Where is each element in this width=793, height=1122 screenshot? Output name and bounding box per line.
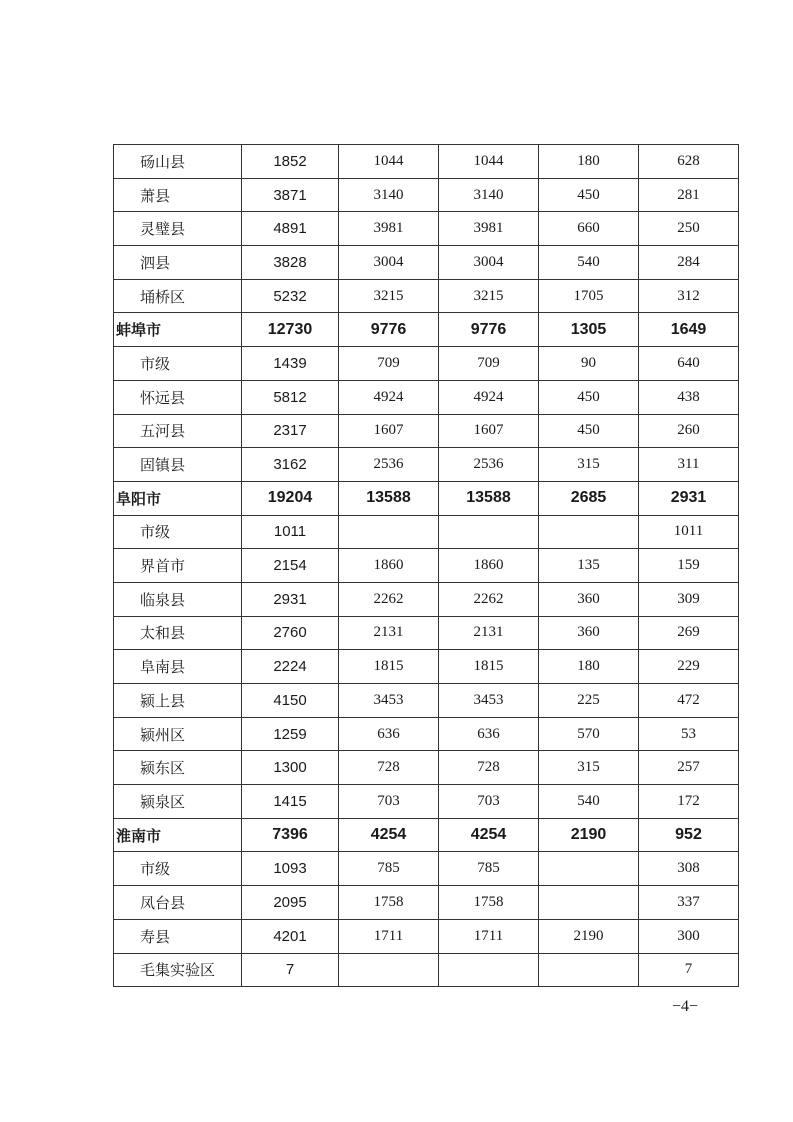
value-cell: 1758 [339,886,439,920]
value-cell: 472 [639,684,739,718]
table-row [114,380,739,414]
value-cell: 9776 [439,313,539,347]
total-value-cell: 7396 [242,818,339,852]
value-cell: 3215 [439,279,539,313]
table-row [114,347,739,381]
table-row [114,515,739,549]
value-cell: 260 [639,414,739,448]
value-cell: 4254 [439,818,539,852]
total-value-cell: 3162 [242,448,339,482]
table-row [114,145,739,179]
value-cell: 1044 [339,145,439,179]
region-name-cell: 颍州区 [114,717,242,751]
value-cell: 3981 [439,212,539,246]
value-cell [439,515,539,549]
table-row-city [114,481,739,515]
region-name-cell: 颍泉区 [114,785,242,819]
region-name-cell: 萧县 [114,178,242,212]
table-row [114,279,739,313]
value-cell: 3453 [439,684,539,718]
value-cell: 90 [539,347,639,381]
value-cell: 1607 [339,414,439,448]
total-value-cell: 2760 [242,616,339,650]
table-row [114,448,739,482]
region-name-cell: 怀远县 [114,380,242,414]
region-name-cell: 市级 [114,515,242,549]
value-cell: 570 [539,717,639,751]
value-cell: 709 [439,347,539,381]
table-row [114,582,739,616]
value-cell [539,852,639,886]
value-cell: 2931 [639,481,739,515]
total-value-cell: 5232 [242,279,339,313]
region-name-cell: 市级 [114,852,242,886]
region-name-cell: 颍东区 [114,751,242,785]
value-cell: 281 [639,178,739,212]
value-cell: 2536 [439,448,539,482]
value-cell: 2190 [539,919,639,953]
value-cell: 3004 [339,246,439,280]
table-row [114,919,739,953]
value-cell: 308 [639,852,739,886]
value-cell: 450 [539,178,639,212]
value-cell: 1815 [339,650,439,684]
table-row [114,549,739,583]
table-row-city [114,313,739,347]
value-cell: 315 [539,751,639,785]
value-cell: 628 [639,145,739,179]
total-value-cell: 2317 [242,414,339,448]
value-cell: 7 [639,953,739,987]
value-cell: 180 [539,650,639,684]
value-cell [439,953,539,987]
value-cell: 312 [639,279,739,313]
value-cell: 3215 [339,279,439,313]
value-cell: 360 [539,616,639,650]
value-cell: 159 [639,549,739,583]
value-cell: 2685 [539,481,639,515]
region-name-cell: 阜南县 [114,650,242,684]
value-cell: 3140 [439,178,539,212]
total-value-cell: 1300 [242,751,339,785]
total-value-cell: 1011 [242,515,339,549]
total-value-cell: 1852 [242,145,339,179]
value-cell: 785 [339,852,439,886]
total-value-cell: 2154 [242,549,339,583]
region-name-cell: 市级 [114,347,242,381]
value-cell: 1607 [439,414,539,448]
total-value-cell: 3871 [242,178,339,212]
total-value-cell: 2931 [242,582,339,616]
value-cell: 438 [639,380,739,414]
value-cell: 2262 [439,582,539,616]
region-name-cell: 界首市 [114,549,242,583]
region-name-cell: 五河县 [114,414,242,448]
value-cell: 2536 [339,448,439,482]
table-row [114,246,739,280]
total-value-cell: 4150 [242,684,339,718]
total-value-cell: 7 [242,953,339,987]
total-value-cell: 5812 [242,380,339,414]
value-cell [339,953,439,987]
table-row [114,684,739,718]
value-cell [539,886,639,920]
value-cell: 540 [539,246,639,280]
value-cell: 4254 [339,818,439,852]
total-value-cell: 1439 [242,347,339,381]
value-cell: 315 [539,448,639,482]
total-value-cell: 4891 [242,212,339,246]
value-cell: 250 [639,212,739,246]
region-name-cell: 颍上县 [114,684,242,718]
value-cell: 1305 [539,313,639,347]
total-value-cell: 1259 [242,717,339,751]
region-name-cell: 固镇县 [114,448,242,482]
value-cell: 1860 [339,549,439,583]
value-cell: 309 [639,582,739,616]
value-cell: 1711 [439,919,539,953]
region-name-cell: 泗县 [114,246,242,280]
value-cell: 703 [339,785,439,819]
total-value-cell: 3828 [242,246,339,280]
value-cell: 2131 [339,616,439,650]
total-value-cell: 4201 [242,919,339,953]
table-row [114,650,739,684]
value-cell: 728 [339,751,439,785]
table-row [114,717,739,751]
value-cell: 311 [639,448,739,482]
region-name-cell: 埇桥区 [114,279,242,313]
value-cell: 2190 [539,818,639,852]
table-row [114,886,739,920]
value-cell: 225 [539,684,639,718]
value-cell: 640 [639,347,739,381]
value-cell: 180 [539,145,639,179]
value-cell: 300 [639,919,739,953]
value-cell: 636 [439,717,539,751]
value-cell: 3453 [339,684,439,718]
value-cell: 2131 [439,616,539,650]
total-value-cell: 2095 [242,886,339,920]
total-value-cell: 1093 [242,852,339,886]
value-cell [339,515,439,549]
total-value-cell: 12730 [242,313,339,347]
region-name-cell: 临泉县 [114,582,242,616]
value-cell: 660 [539,212,639,246]
table-row [114,616,739,650]
value-cell: 284 [639,246,739,280]
table-row [114,953,739,987]
region-name-cell: 毛集实验区 [114,953,242,987]
table-row [114,178,739,212]
table-row [114,852,739,886]
value-cell: 9776 [339,313,439,347]
value-cell: 13588 [339,481,439,515]
value-cell: 135 [539,549,639,583]
value-cell: 4924 [439,380,539,414]
table-row [114,212,739,246]
total-value-cell: 19204 [242,481,339,515]
region-name-cell: 淮南市 [114,818,242,852]
value-cell: 709 [339,347,439,381]
region-name-cell: 寿县 [114,919,242,953]
value-cell: 337 [639,886,739,920]
value-cell: 1649 [639,313,739,347]
value-cell: 1758 [439,886,539,920]
value-cell: 1705 [539,279,639,313]
value-cell: 1711 [339,919,439,953]
value-cell: 257 [639,751,739,785]
region-name-cell: 太和县 [114,616,242,650]
table-row [114,414,739,448]
value-cell: 1011 [639,515,739,549]
region-name-cell: 灵璧县 [114,212,242,246]
value-cell: 785 [439,852,539,886]
table-row [114,751,739,785]
value-cell: 229 [639,650,739,684]
table-row [114,785,739,819]
page-number: −4− [672,998,699,1015]
value-cell: 13588 [439,481,539,515]
value-cell: 360 [539,582,639,616]
value-cell: 3004 [439,246,539,280]
budget-table-body [114,145,739,987]
value-cell: 728 [439,751,539,785]
region-name-cell: 砀山县 [114,145,242,179]
value-cell: 540 [539,785,639,819]
value-cell: 1044 [439,145,539,179]
value-cell: 636 [339,717,439,751]
value-cell: 53 [639,717,739,751]
total-value-cell: 2224 [242,650,339,684]
value-cell [539,953,639,987]
value-cell: 952 [639,818,739,852]
value-cell: 1815 [439,650,539,684]
value-cell: 3981 [339,212,439,246]
region-name-cell: 阜阳市 [114,481,242,515]
total-value-cell: 1415 [242,785,339,819]
table-row-city [114,818,739,852]
budget-table [113,144,739,987]
value-cell: 1860 [439,549,539,583]
value-cell: 450 [539,414,639,448]
region-name-cell: 蚌埠市 [114,313,242,347]
value-cell: 4924 [339,380,439,414]
region-name-cell: 凤台县 [114,886,242,920]
value-cell: 269 [639,616,739,650]
value-cell: 3140 [339,178,439,212]
value-cell: 703 [439,785,539,819]
value-cell: 450 [539,380,639,414]
value-cell: 172 [639,785,739,819]
value-cell [539,515,639,549]
value-cell: 2262 [339,582,439,616]
